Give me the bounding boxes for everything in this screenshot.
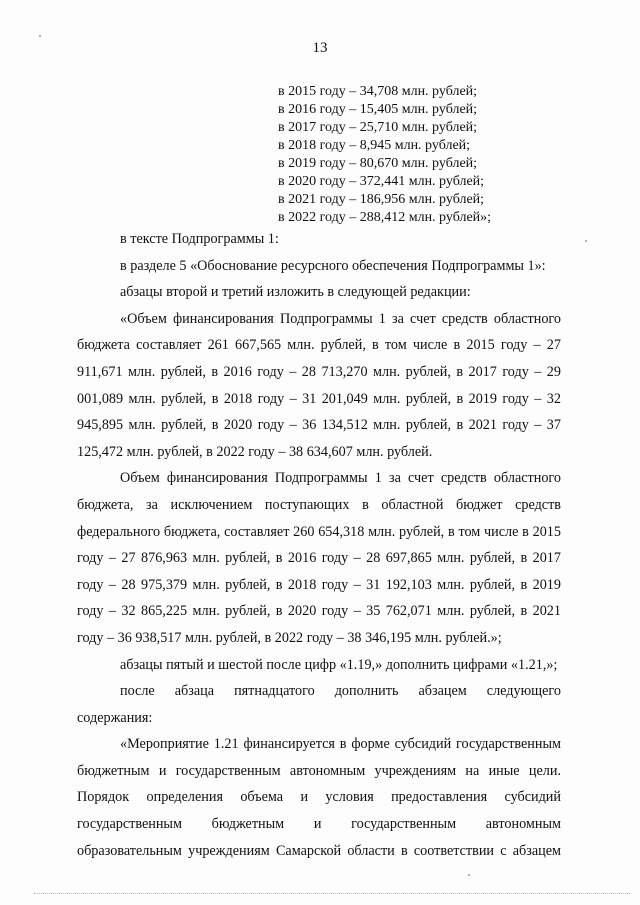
year-line-2016: в 2016 году – 15,405 млн. рублей; [278,102,478,117]
scan-bottom-edge [34,893,630,894]
paragraph-financing-excl-federal: Объем финансирования Подпрограммы 1 за счет средств областного бюджета, за исключением поступающих в областной бюджет средств федерального бюджета, составляет 260 654,318 млн. рублей, в том числе в 2015 году – 27 876,963 млн. рублей, в 2016 году – 28 697,865 млн. рублей, в 2017 году – 28 975,379 млн. рублей, в 2018 году – 31 192,103 млн. рублей, в 2019 году – 32 865,225 млн. рублей, в 2020 году – 35 762,071 млн. рублей, в 2021 году – 36 938,517 млн. рублей, в 2022 году – 38 346,195 млн. рублей.»; [77,470,561,646]
year-line-2017: в 2017 году – 25,710 млн. рублей; [278,120,478,135]
word: после [120,683,155,700]
paragraph-abzacy-5-6: абзацы пятый и шестой после цифр «1.19,» дополнить цифрами «1.21,»; [120,656,558,673]
year-funding-list [278,83,491,227]
year-line-2019: в 2019 году – 80,670 млн. рублей; [278,156,478,171]
paragraph-financing-total: «Объем финансирования Подпрограммы 1 за счет средств областного бюджета составляет 261 667,565 млн. рублей, в том числе в 2015 году – 27 911,671 млн. рублей, в 2016 году – 28 713,270 млн. рублей, в 2017 году – 29 001,089 млн. рублей, в 2018 году – 31 201,049 млн. рублей, в 2019 году – 32 945,895 млн. рублей, в 2020 году – 36 134,512 млн. рублей, в 2021 году – 37 125,472 млн. рублей, в 2022 году – 38 634,607 млн. рублей. [77,310,561,460]
document-body [77,226,561,864]
page-number: 13 [312,40,328,56]
paragraph-after-15-first-line [77,678,561,705]
word: абзаца [174,683,215,700]
paragraph-after-15-cont: содержания: [77,709,153,726]
paragraph-section5: в разделе 5 «Обоснование ресурсного обеспечения Подпрограммы 1»: [120,257,546,274]
year-line-2022: в 2022 году – 288,412 млн. рублей»; [278,210,492,225]
year-line-2018: в 2018 году – 8,945 млн. рублей; [278,138,471,153]
word: абзацем [418,683,467,700]
scan-speck [468,874,470,876]
word: следующего [486,683,561,700]
year-line-2020: в 2020 году – 372,441 млн. рублей; [278,174,485,189]
word: дополнить [334,683,399,700]
scan-speck [585,240,587,242]
paragraph-abzacy-2-3: абзацы второй и третий изложить в следующей редакции: [120,284,471,301]
year-line-2015: в 2015 году – 34,708 млн. рублей; [278,84,478,99]
paragraph-measure-1-21: «Мероприятие 1.21 финансируется в форме субсидий государственным бюджетным и государственным автономным учреждениям на иные цели. Порядок определения объема и условия предоставления субсидий государственным бюджетным и государственным автономным образовательным учреждениям Самарской области в соответствии с абзацем [77,736,561,859]
word: пятнадцатого [234,683,315,700]
year-line-2021: в 2021 году – 186,956 млн. рублей; [278,192,485,207]
paragraph-text-subprogram: в тексте Подпрограммы 1: [120,231,279,247]
scan-speck [39,35,41,37]
